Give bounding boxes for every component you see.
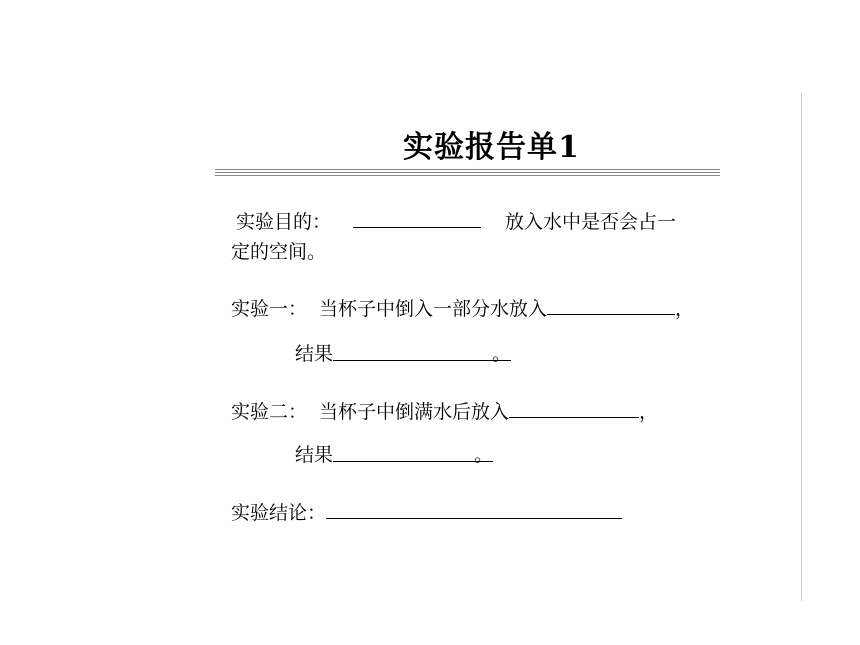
title-underline-bottom <box>215 175 720 176</box>
purpose-label: 实验目的： <box>236 211 332 233</box>
experiment2-result-line <box>295 443 493 467</box>
experiment2-text: 当杯子中倒满水后放入 <box>319 401 510 423</box>
experiment1-blank[interactable] <box>547 296 675 315</box>
purpose-continuation-line <box>231 240 326 264</box>
experiment1-text: 当杯子中倒入一部分水放入 <box>319 298 548 320</box>
experiment2-blank[interactable] <box>509 399 639 418</box>
experiment1-result-blank[interactable] <box>333 342 512 365</box>
experiment2-result-blank[interactable] <box>333 443 494 466</box>
experiment1-result-end: 。 <box>492 343 512 365</box>
experiment1-result-line <box>295 342 511 366</box>
conclusion-line <box>231 500 622 525</box>
purpose-continuation: 定的空间。 <box>231 241 327 263</box>
title-underline-top <box>215 169 720 170</box>
experiment1-result-label: 结果 <box>295 343 334 365</box>
purpose-text: 放入水中是否会占一 <box>505 211 677 233</box>
vertical-divider <box>801 93 802 601</box>
title-underline-middle <box>215 172 720 173</box>
experiment1-label: 实验一： <box>231 298 308 320</box>
purpose-blank[interactable] <box>353 209 481 228</box>
purpose-line <box>236 209 676 234</box>
experiment2-result-end: 。 <box>474 444 494 466</box>
conclusion-label: 实验结论： <box>231 502 327 524</box>
experiment1-line <box>231 296 694 321</box>
experiment2-result-label: 结果 <box>295 444 334 466</box>
experiment2-label: 实验二： <box>231 401 308 423</box>
experiment2-punct: ， <box>639 401 659 423</box>
experiment1-punct: ， <box>675 298 695 320</box>
experiment2-line <box>231 399 658 424</box>
conclusion-blank[interactable] <box>326 500 622 519</box>
page-title: 实验报告单1 <box>403 130 580 165</box>
